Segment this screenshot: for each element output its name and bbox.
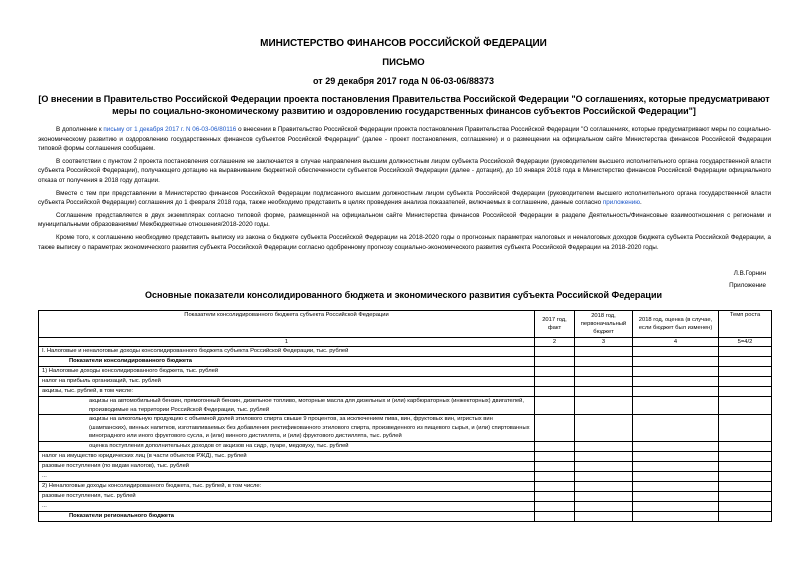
table-title: Основные показатели консолидированного бюджета и экономического развития субъекта Российской Федерации [144,290,663,300]
letter-body [38,125,771,255]
row-label: налог на имущество юридических лиц (в части объектов РЖД), тыс. рублей [39,451,535,461]
column-index: 3 [575,338,633,347]
table-row [39,491,772,501]
column-header: Показатели консолидированного бюджета субъекта Российской Федерации [39,311,535,338]
signature-block [729,268,766,292]
reference-link-appendix[interactable]: приложению [602,199,640,207]
table-row [39,471,772,481]
document-subject: [О внесении в Правительство Российской Федерации проекта постановления Правительства Российской Федерации "О соглашениях, которые предусматривают меры по социально-экономическому развитию и оздоровлению государственных финансов субъектов Российской Федерации"] [38,94,770,116]
column-header: 2018 год, оценка (в случае, если бюджет был изменен) [633,311,719,338]
row-label: разовые поступления (по видам налогов), тыс. рублей [39,461,535,471]
row-label: налог на прибыль организаций, тыс. рублей [39,377,535,387]
column-index: 4 [633,338,719,347]
paragraph-5: Кроме того, к соглашению необходимо представить выписку из закона о бюджете субъекта Российской Федерации на 2018-2020 годы о прогнозных параметрах налоговых и неналоговых доходов бюджета субъекта Российской Федерации, а также выписку о параметрах экономического развития субъекта Российской Федерации согласно одобренному прогнозу социально-экономического развития субъекта Российской Федерации на 2018-2020 годы. [38,233,771,251]
table-row [39,357,772,367]
table-index-row [39,338,772,347]
column-header: Темп роста [719,311,772,338]
column-index: 5=4/2 [719,338,772,347]
paragraph-text: о внесении в Правительство Российской Федерации проекта постановления Правительства Российской Федерации "О соглашениях, которые предусматривают меры по социально-экономическому развитию и оздоровлению государственных финансов субъектов Российской Федерации" (далее - проект постановления, соглашение) и о размещении на официальном сайте Министерства финансов Российской Федерации типовой формы соглашения сообщаем. [38,126,771,153]
column-header: 2018 год, первоначальный бюджет [575,311,633,338]
table-row [39,367,772,377]
indicators-table [38,310,772,522]
appendix-label: Приложение [729,282,766,289]
column-index: 1 [39,338,535,347]
table-row [39,451,772,461]
table-header-row [39,311,772,338]
paragraph-2: В соответствии с пунктом 2 проекта постановления соглашение не заключается в случае направления высшим должностным лицом субъекта Российской Федерации (руководителем высшего исполнительного органа государственной власти субъекта Российской Федерации), получающего дотацию на выравнивание бюджетной обеспеченности субъектов Российской Федерации (далее - дотация), до 10 января 2018 года в Министерство финансов Российской Федерации официального отказа от получения в 2018 году дотации. [38,157,771,184]
paragraph-text: В дополнение к [56,126,104,133]
paragraph-4: Соглашение представляется в двух экземплярах согласно типовой форме, размещенной на официальном сайте Министерства финансов Российской Федерации в разделе Деятельность/Финансовые взаимоотношения с регионами и муниципальными образованиями/ Межбюджетные отношения/2018-2020 годы. [38,211,771,229]
row-label: 2) Неналоговые доходы консолидированного бюджета, тыс. рублей, в том числе: [39,481,535,491]
row-label: I. Налоговые и неналоговые доходы консолидированного бюджета субъекта Российской Федерации, тыс. рублей [39,347,535,357]
table-row [39,501,772,511]
paragraph-1 [38,125,771,154]
row-label: Показатели консолидированного бюджета [39,357,535,367]
paragraph-text: Вместе с тем при представлении в Министерство финансов Российской Федерации подписанного высшим должностным лицом субъекта Российской Федерации (руководителем высшего исполнительного органа государственной власти субъекта Российской Федерации) соглашения до 1 февраля 2018 года, также необходимо представить в целях проведения анализа показателей, включаемых в соглашение, данные согласно [38,189,771,207]
reference-link-letter[interactable]: письму от 1 декабря 2017 г. N 06-03-06/80116 [103,126,237,133]
column-header: 2017 год, факт [535,311,575,338]
table-row [39,347,772,357]
table-row [39,415,772,442]
row-label: акцизы на автомобильный бензин, прямогонный бензин, дизельное топливо, моторные масла для дизельных и (или) карбюраторных (инжекторных) двигателей, производимые на территории Российской Федерации, тыс. рублей [39,397,535,415]
paragraph-text: . [639,199,642,207]
table-row [39,461,772,471]
signatory-name: Л.В.Горнин [733,270,766,277]
table-row [39,441,772,451]
table-row [39,387,772,397]
paragraph-3 [38,189,771,208]
row-label: акцизы, тыс. рублей, в том числе: [39,387,535,397]
row-label: оценка поступления дополнительных доходов от акцизов на сидр, пуаре, медовуху, тыс. рублей [39,441,535,451]
table-row [39,511,772,521]
row-label: Показатели регионального бюджета [39,511,535,521]
row-label: разовые поступления, тыс. рублей [39,491,535,501]
column-index: 2 [535,338,575,347]
row-label: акцизы на алкогольную продукцию с объемной долей этилового спирта свыше 9 процентов, за исключением пива, вин, фруктовых вин, игристых вин (шампанских), винных напитков, изготавливаемых без добавления ректификованного этилового спирта, произведенного из пищевого сырья, и (или) спиртованных виноградного или иного фруктового сусла, и (или) винного дистиллята, и (или) фруктового дистиллята, тыс. рублей [39,415,535,442]
document-type: ПИСЬМО [382,57,425,68]
row-label: ... [39,471,535,481]
row-label: 1) Налоговые доходы консолидированного бюджета, тыс. рублей [39,367,535,377]
ministry-heading: МИНИСТЕРСТВО ФИНАНСОВ РОССИЙСКОЙ ФЕДЕРАЦИИ [260,38,547,49]
document-date-number: от 29 декабря 2017 года N 06-03-06/88373 [313,76,494,86]
table-row [39,397,772,415]
table-row [39,377,772,387]
table-row [39,481,772,491]
row-label: ... [39,501,535,511]
